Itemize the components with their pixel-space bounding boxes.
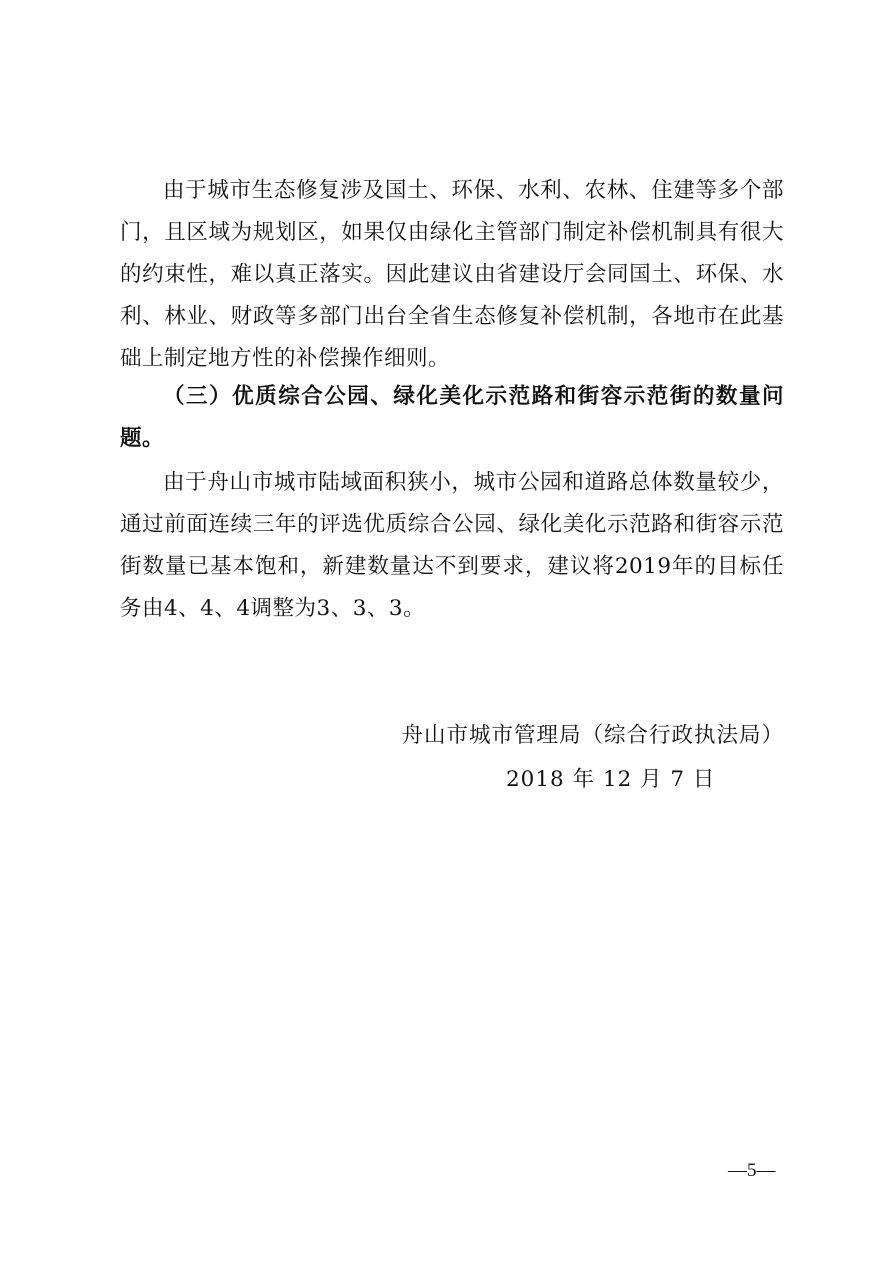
body-paragraph: 由于城市生态修复涉及国土、环保、水利、农林、住建等多个部门，且区域为规划区，如果仅由绿化主管部门制定补偿机制具有很大的约束性，难以真正落实。因此建议由省建设厅会同国土、环保、水利、林业、财政等多部门出台全省生态修复补偿机制，各地市在此基础上制定地方性的补偿操作细则。	[120, 178, 784, 371]
signature-date: 2018 年 12 月 7 日	[506, 767, 716, 792]
page-number: —5—	[728, 1160, 776, 1181]
signature-organization: 舟山市城市管理局（综合行政执法局）	[401, 723, 784, 748]
section-heading: （三）优质综合公园、绿化美化示范路和街容示范街的数量问题。	[120, 384, 784, 451]
body-paragraph: 由于舟山市城市陆域面积狭小，城市公园和道路总体数量较少，通过前面连续三年的评选优质综合公园、绿化美化示范路和街容示范街数量已基本饱和，新建数量达不到要求，建议将2019年的目标任务由4、4、4调整为3、3、3。	[120, 470, 784, 621]
